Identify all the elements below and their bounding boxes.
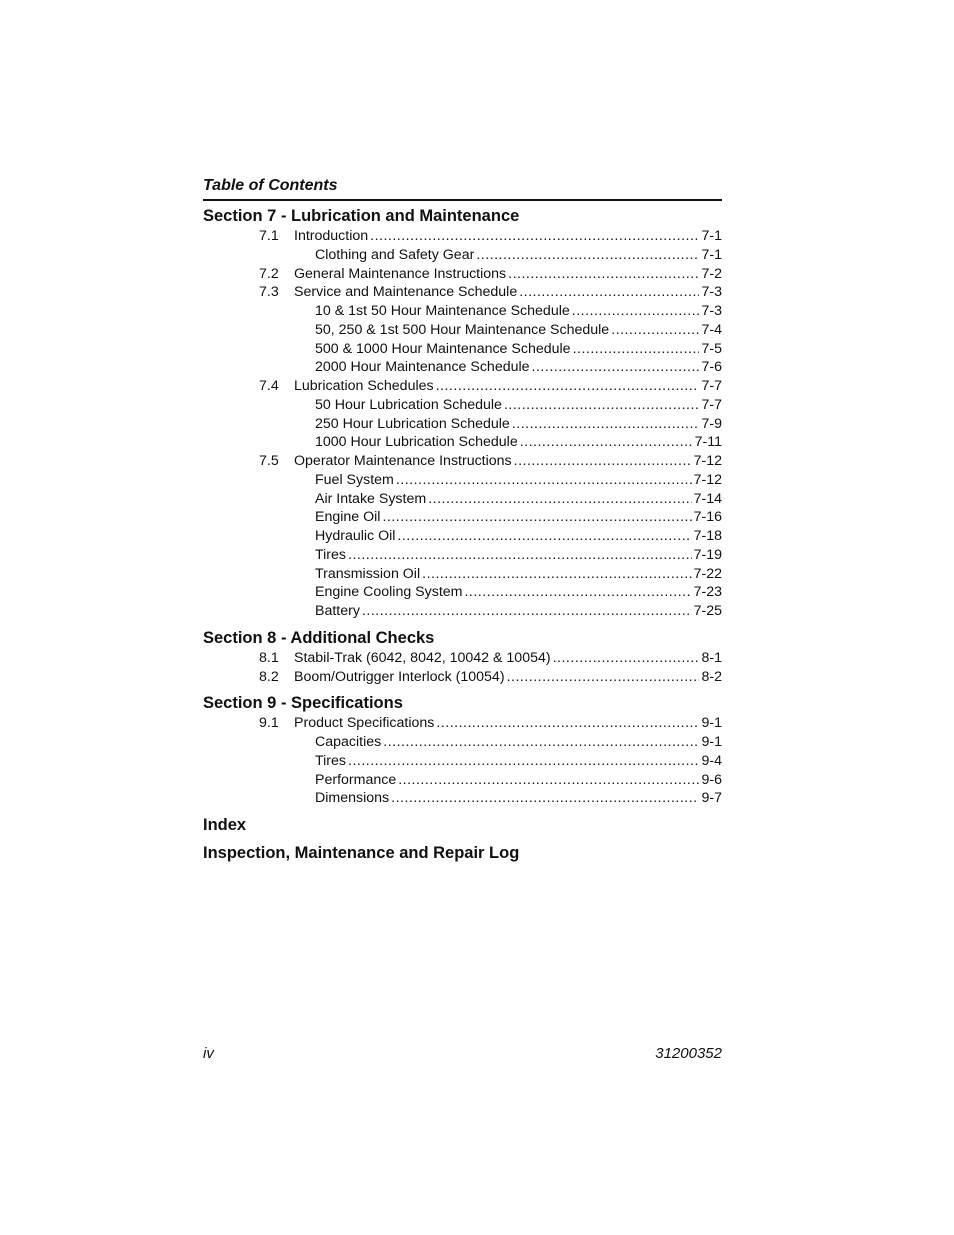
dot-leader <box>436 714 699 733</box>
toc-entry <box>203 602 722 621</box>
toc-entry-title: Engine Oil <box>315 509 381 526</box>
toc-entry <box>203 546 722 565</box>
dot-leader <box>464 583 691 602</box>
toc-entry-title: 250 Hour Lubrication Schedule <box>315 415 510 432</box>
toc-entry <box>203 302 722 321</box>
toc-entry <box>203 490 722 509</box>
toc-entry-title: Lubrication Schedules <box>294 378 434 394</box>
toc-entry-number: 7.1 <box>259 228 279 244</box>
section-7-heading: Section 7 - Lubrication and Maintenance <box>203 207 520 225</box>
dot-leader <box>396 471 692 490</box>
toc-entry <box>203 227 722 246</box>
footer-page-number: iv <box>203 1045 214 1062</box>
toc-entry-page: 8-1 <box>701 649 722 666</box>
toc-entry-page: 9-4 <box>701 752 722 769</box>
toc-entry-title: 1000 Hour Lubrication Schedule <box>315 434 518 451</box>
dot-leader <box>383 733 699 752</box>
toc-entry-title: Dimensions <box>315 790 390 807</box>
toc-entry-page: 7-2 <box>701 265 722 282</box>
toc-entry-title: General Maintenance Instructions <box>294 265 507 282</box>
running-head: Table of Contents <box>203 177 338 194</box>
dot-leader <box>362 602 692 621</box>
section-8-entries <box>203 649 722 687</box>
dot-leader <box>382 508 691 527</box>
toc-entry-page: 7-25 <box>693 603 722 619</box>
toc-entry-page: 7-7 <box>701 396 722 413</box>
toc-entry <box>203 246 722 265</box>
toc-entry-title: Service and Maintenance Schedule <box>294 284 518 301</box>
toc-entry-title: 2000 Hour Maintenance Schedule <box>315 359 530 376</box>
toc-entry-page: 7-7 <box>701 378 722 394</box>
dot-leader <box>573 340 700 359</box>
dot-leader <box>348 752 699 771</box>
toc-entry <box>203 714 722 733</box>
toc-entry-number: 9.1 <box>259 715 279 732</box>
dot-leader <box>348 546 692 565</box>
section-8-heading: Section 8 - Additional Checks <box>203 628 435 647</box>
toc-entry <box>203 649 722 668</box>
toc-entry-number: 8.2 <box>259 668 279 685</box>
index-heading: Index <box>203 816 247 834</box>
toc-entry <box>203 508 722 527</box>
section-9-heading: Section 9 - Specifications <box>203 694 403 713</box>
section-7-entries <box>203 227 722 621</box>
dot-leader <box>519 283 699 302</box>
log-heading: Inspection, Maintenance and Repair Log <box>203 844 520 862</box>
toc-entry <box>203 668 722 687</box>
dot-leader <box>398 771 699 790</box>
toc-entry-page: 7-12 <box>693 453 722 469</box>
toc-entry <box>203 265 722 284</box>
toc-entry-number: 8.1 <box>259 649 279 666</box>
toc-entry-page: 7-18 <box>693 528 722 544</box>
toc-entry <box>203 358 722 377</box>
toc-entry <box>203 396 722 415</box>
toc-entry-page: 7-11 <box>694 434 722 451</box>
toc-entry-title: Engine Cooling System <box>315 584 463 601</box>
table-of-contents <box>203 205 722 864</box>
toc-entry-number: 7.3 <box>259 284 279 301</box>
dot-leader <box>512 415 700 434</box>
toc-entry-page: 7-9 <box>701 415 722 432</box>
dot-leader <box>508 265 699 284</box>
toc-entry-title: Stabil-Trak (6042, 8042, 10042 & 10054) <box>294 649 551 666</box>
toc-entry <box>203 471 722 490</box>
dot-leader <box>504 396 700 415</box>
dot-leader <box>532 358 700 377</box>
toc-entry <box>203 433 722 452</box>
toc-entry-page: 7-22 <box>693 565 722 582</box>
toc-entry-title: Product Specifications <box>294 715 435 732</box>
toc-entry-page: 7-12 <box>693 471 722 488</box>
toc-entry-page: 9-1 <box>701 715 722 732</box>
section-9-entries <box>203 714 722 808</box>
toc-entry-title: Tires <box>315 752 347 769</box>
toc-entry-title: Clothing and Safety Gear <box>315 246 475 263</box>
toc-entry-page: 7-6 <box>701 359 722 376</box>
dot-leader <box>428 490 691 509</box>
toc-entry-page: 7-23 <box>693 584 722 601</box>
toc-entry-number: 7.4 <box>259 378 279 394</box>
toc-entry-title: Transmission Oil <box>315 565 421 582</box>
toc-entry <box>203 340 722 359</box>
toc-entry-number: 7.5 <box>259 453 279 469</box>
toc-entry-title: Fuel System <box>315 471 394 488</box>
toc-entry <box>203 415 722 434</box>
dot-leader <box>553 649 700 668</box>
toc-entry <box>203 789 722 808</box>
toc-entry <box>203 565 722 584</box>
toc-entry-title: Operator Maintenance Instructions <box>294 453 512 469</box>
toc-entry-title: Tires <box>315 546 347 563</box>
toc-entry-title: Boom/Outrigger Interlock (10054) <box>294 668 505 685</box>
toc-entry-title: 50, 250 & 1st 500 Hour Maintenance Schedule <box>315 321 610 338</box>
toc-entry-title: Performance <box>315 771 397 788</box>
header-rule <box>203 199 722 201</box>
toc-entry-page: 7-3 <box>701 284 722 301</box>
footer-doc-number: 31200352 <box>655 1045 722 1062</box>
toc-entry <box>203 321 722 340</box>
toc-entry-page: 7-5 <box>701 340 722 357</box>
dot-leader <box>370 227 699 246</box>
dot-leader <box>572 302 700 321</box>
toc-entry-number: 7.2 <box>259 265 279 282</box>
dot-leader <box>436 377 700 396</box>
toc-entry-title: Battery <box>315 603 360 619</box>
toc-entry-title: 500 & 1000 Hour Maintenance Schedule <box>315 340 571 357</box>
toc-entry-title: 10 & 1st 50 Hour Maintenance Schedule <box>315 303 570 319</box>
toc-entry-title: Capacities <box>315 734 382 750</box>
toc-entry-title: 50 Hour Lubrication Schedule <box>315 396 502 413</box>
toc-entry-title: Air Intake System <box>315 490 427 507</box>
dot-leader <box>611 321 699 340</box>
toc-entry <box>203 733 722 752</box>
toc-entry-page: 7-16 <box>693 509 722 526</box>
toc-entry-page: 9-7 <box>701 790 722 807</box>
toc-entry <box>203 452 722 471</box>
toc-entry <box>203 527 722 546</box>
toc-entry-page: 9-1 <box>701 734 722 750</box>
dot-leader <box>397 527 691 546</box>
toc-entry <box>203 377 722 396</box>
dot-leader <box>507 668 700 687</box>
toc-entry-page: 7-1 <box>701 228 722 244</box>
toc-entry <box>203 283 722 302</box>
dot-leader <box>476 246 699 265</box>
dot-leader <box>422 565 691 584</box>
toc-entry-page: 7-19 <box>693 546 722 563</box>
toc-entry-page: 9-6 <box>701 771 722 788</box>
toc-entry-page: 7-1 <box>701 246 722 263</box>
dot-leader <box>514 452 692 471</box>
toc-entry <box>203 752 722 771</box>
toc-entry-page: 7-4 <box>701 321 722 338</box>
dot-leader <box>520 433 693 452</box>
toc-entry <box>203 771 722 790</box>
toc-entry-page: 7-14 <box>693 490 722 507</box>
toc-entry-title: Hydraulic Oil <box>315 528 396 544</box>
toc-entry-page: 7-3 <box>701 303 722 319</box>
toc-entry <box>203 583 722 602</box>
document-page <box>203 0 722 1235</box>
dot-leader <box>391 789 699 808</box>
toc-entry-title: Introduction <box>294 228 369 244</box>
toc-entry-page: 8-2 <box>701 668 722 685</box>
